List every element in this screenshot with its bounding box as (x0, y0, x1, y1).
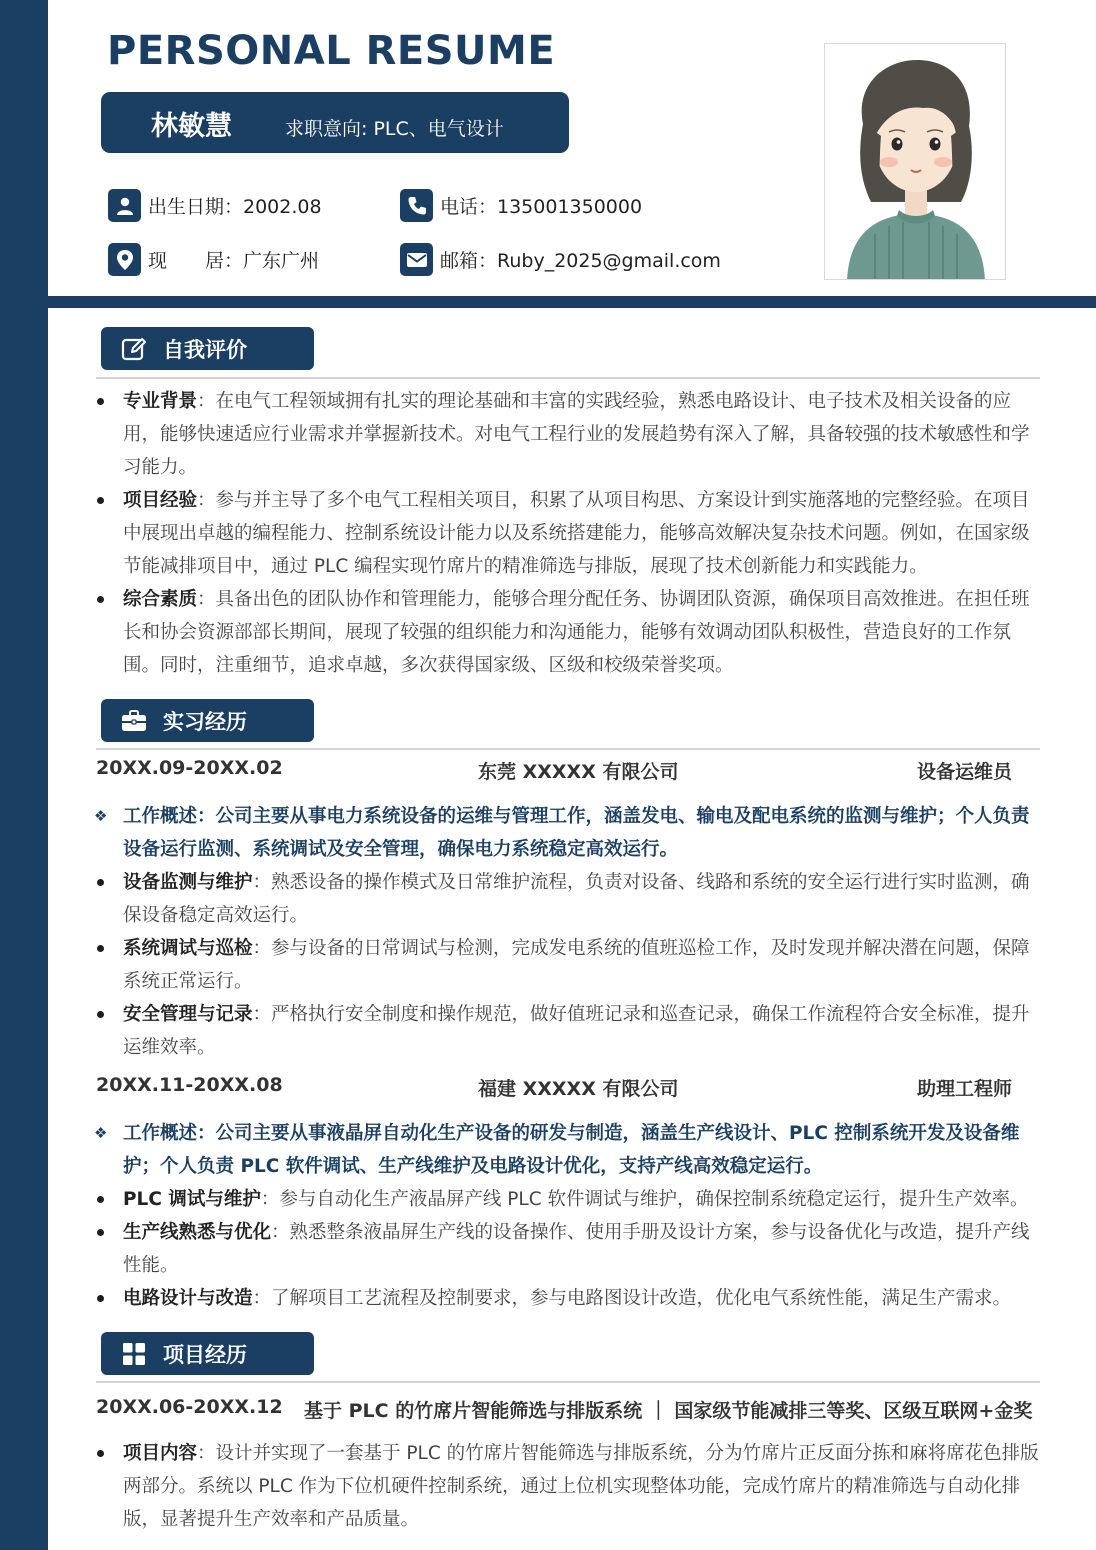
item-text: ：参与自动化生产液晶屏产线 PLC 软件调试与维护，确保控制系统稳定运行，提升生产效率。 (260, 1189, 1029, 1210)
phone-icon (400, 189, 433, 222)
project-title: 基于 PLC 的竹席片智能筛选与排版系统 ｜ 国家级节能减排三等奖、区级互联网+金奖 (304, 1400, 1033, 1422)
name-banner (101, 92, 569, 153)
overview-item: ❖ 工作概述：公司主要从事液晶屏自动化生产设备的研发与制造，涵盖生产线设计、PLC 控制系统开发及设备维护；个人负责 PLC 软件调试、生产线维护及电路设计优化，支持产线高效稳定运行。 (96, 1117, 1040, 1183)
item-text: ：具备出色的团队协作和管理能力，能够合理分配任务、协调团队资源，确保项目高效推进。在担任班长和协会资源部部长期间，展现了较强的组织能力和沟通能力，能够有效调动团队积极性，营造良好的工作氛围。同时，注重细节，追求卓越，多次获得国家级、区级和校级荣誉奖项。 (123, 589, 1030, 676)
project-list (96, 1437, 1040, 1536)
section-header-self-eval (101, 327, 314, 370)
profile-photo (824, 43, 1006, 280)
project-date: 20XX.06-20XX.12 (96, 1396, 283, 1418)
item-keyword: 综合素质 (123, 589, 198, 610)
internship-header-1 (96, 757, 1040, 787)
item-keyword: 生产线熟悉与优化 (123, 1222, 272, 1243)
item-keyword: 系统调试与巡检 (123, 938, 253, 959)
item-text: ：了解项目工艺流程及控制要求，参与电路图设计改造，优化电气系统性能，满足生产需求。 (252, 1288, 1012, 1309)
project-header (96, 1396, 1040, 1426)
item-keyword: 项目经验 (123, 490, 198, 511)
item-text: ：设计并实现了一套基于 PLC 的竹席片智能筛选与排版系统，分为竹席片正反面分拣和麻将席花色排版两部分。系统以 PLC 作为下位机硬件控制系统，通过上位机实现整体功能，完成竹席片的精准筛选与自动化排版，显著提升生产效率和产品质量。 (123, 1443, 1039, 1530)
birth-text: 出生日期：2002.08 (148, 196, 322, 218)
residence-info (108, 243, 319, 276)
list-item (96, 583, 1040, 682)
section-header-internship (101, 699, 314, 742)
internship-role: 助理工程师 (917, 1078, 1013, 1100)
phone-info (400, 189, 642, 222)
internship-date: 20XX.09-20XX.02 (96, 757, 283, 779)
item-keyword: 安全管理与记录 (123, 1004, 253, 1025)
internship-1-list (96, 800, 1040, 1064)
section-title: 实习经历 (163, 709, 247, 734)
location-pin-icon (108, 243, 141, 276)
left-accent-bar (0, 0, 48, 1550)
list-item (96, 1282, 1040, 1315)
self-eval-list (96, 385, 1040, 682)
item-text: ：熟悉设备的操作模式及日常维护流程，负责对设备、线路和系统的安全运行进行实时监测，确保设备稳定高效运行。 (123, 872, 1030, 926)
item-keyword: 项目内容 (123, 1443, 198, 1464)
overview-item: ❖ 工作概述：公司主要从事电力系统设备的运维与管理工作，涵盖发电、输电及配电系统的监测与维护；个人负责设备运行监测、系统调试及安全管理，确保电力系统稳定高效运行。 (96, 800, 1040, 866)
email-text: 邮箱：Ruby_2025@gmail.com (440, 250, 721, 272)
section-rule (96, 1381, 1040, 1383)
grid-icon (119, 1339, 149, 1369)
header-divider (48, 296, 1096, 308)
internship-date: 20XX.11-20XX.08 (96, 1074, 283, 1096)
section-rule (96, 748, 1040, 750)
item-text: ：参与并主导了多个电气工程相关项目，积累了从项目构思、方案设计到实施落地的完整经验。在项目中展现出卓越的编程能力、控制系统设计能力以及系统搭建能力，能够高效解决复杂技术问题。例如，在国家级节能减排项目中，通过 PLC 编程实现竹席片的精准筛选与排版，展现了技术创新能力和实践能力。 (123, 490, 1030, 577)
section-title: 自我评价 (163, 337, 247, 362)
person-icon (108, 189, 141, 222)
internship-header-2 (96, 1074, 1040, 1104)
phone-text: 电话：135001350000 (440, 196, 643, 218)
list-item (96, 998, 1040, 1064)
item-keyword: 电路设计与改造 (123, 1288, 253, 1309)
internship-role: 设备运维员 (917, 761, 1013, 783)
residence-value: 广东广州 (243, 250, 320, 272)
internship-2-list (96, 1117, 1040, 1315)
list-item (96, 866, 1040, 932)
item-text: ：熟悉整条液晶屏生产线的设备操作、使用手册及设计方案，参与设备优化与改造，提升产线性能。 (123, 1222, 1030, 1276)
list-item (96, 1183, 1040, 1216)
item-keyword: 专业背景 (123, 391, 198, 412)
list-item (96, 484, 1040, 583)
resume-title: PERSONAL RESUME (107, 28, 556, 74)
item-text: ：在电气工程领域拥有扎实的理论基础和丰富的实践经验，熟悉电路设计、电子技术及相关设备的应用，能够快速适应行业需求并掌握新技术。对电气工程行业的发展趋势有深入了解，具备较强的技术敏感性和学习能力。 (123, 391, 1030, 478)
email-info (400, 243, 721, 276)
list-item (96, 1216, 1040, 1282)
section-header-project (101, 1332, 314, 1375)
item-keyword: 设备监测与维护 (123, 872, 253, 893)
job-objective: 求职意向: PLC、电气设计 (285, 118, 504, 140)
edit-icon (119, 334, 149, 364)
item-keyword: PLC 调试与维护 (123, 1189, 261, 1210)
briefcase-icon (119, 706, 149, 736)
item-text: ：参与设备的日常调试与检测，完成发电系统的值班巡检工作，及时发现并解决潜在问题，保障系统正常运行。 (123, 938, 1030, 992)
list-item (96, 385, 1040, 484)
candidate-name: 林敏慧 (151, 111, 232, 142)
list-item (96, 932, 1040, 998)
list-item (96, 1437, 1040, 1536)
residence-label: 现 居： (148, 250, 244, 272)
birth-info (108, 189, 322, 222)
portrait-illustration-icon (825, 44, 1006, 280)
section-title: 项目经历 (163, 1342, 247, 1367)
mail-icon (400, 243, 433, 276)
item-text: ：严格执行安全制度和操作规范，做好值班记录和巡查记录，确保工作流程符合安全标准，提升运维效率。 (123, 1004, 1030, 1058)
internship-company: 东莞 XXXXX 有限公司 (478, 761, 679, 783)
section-rule (96, 377, 1040, 379)
internship-company: 福建 XXXXX 有限公司 (478, 1078, 679, 1100)
